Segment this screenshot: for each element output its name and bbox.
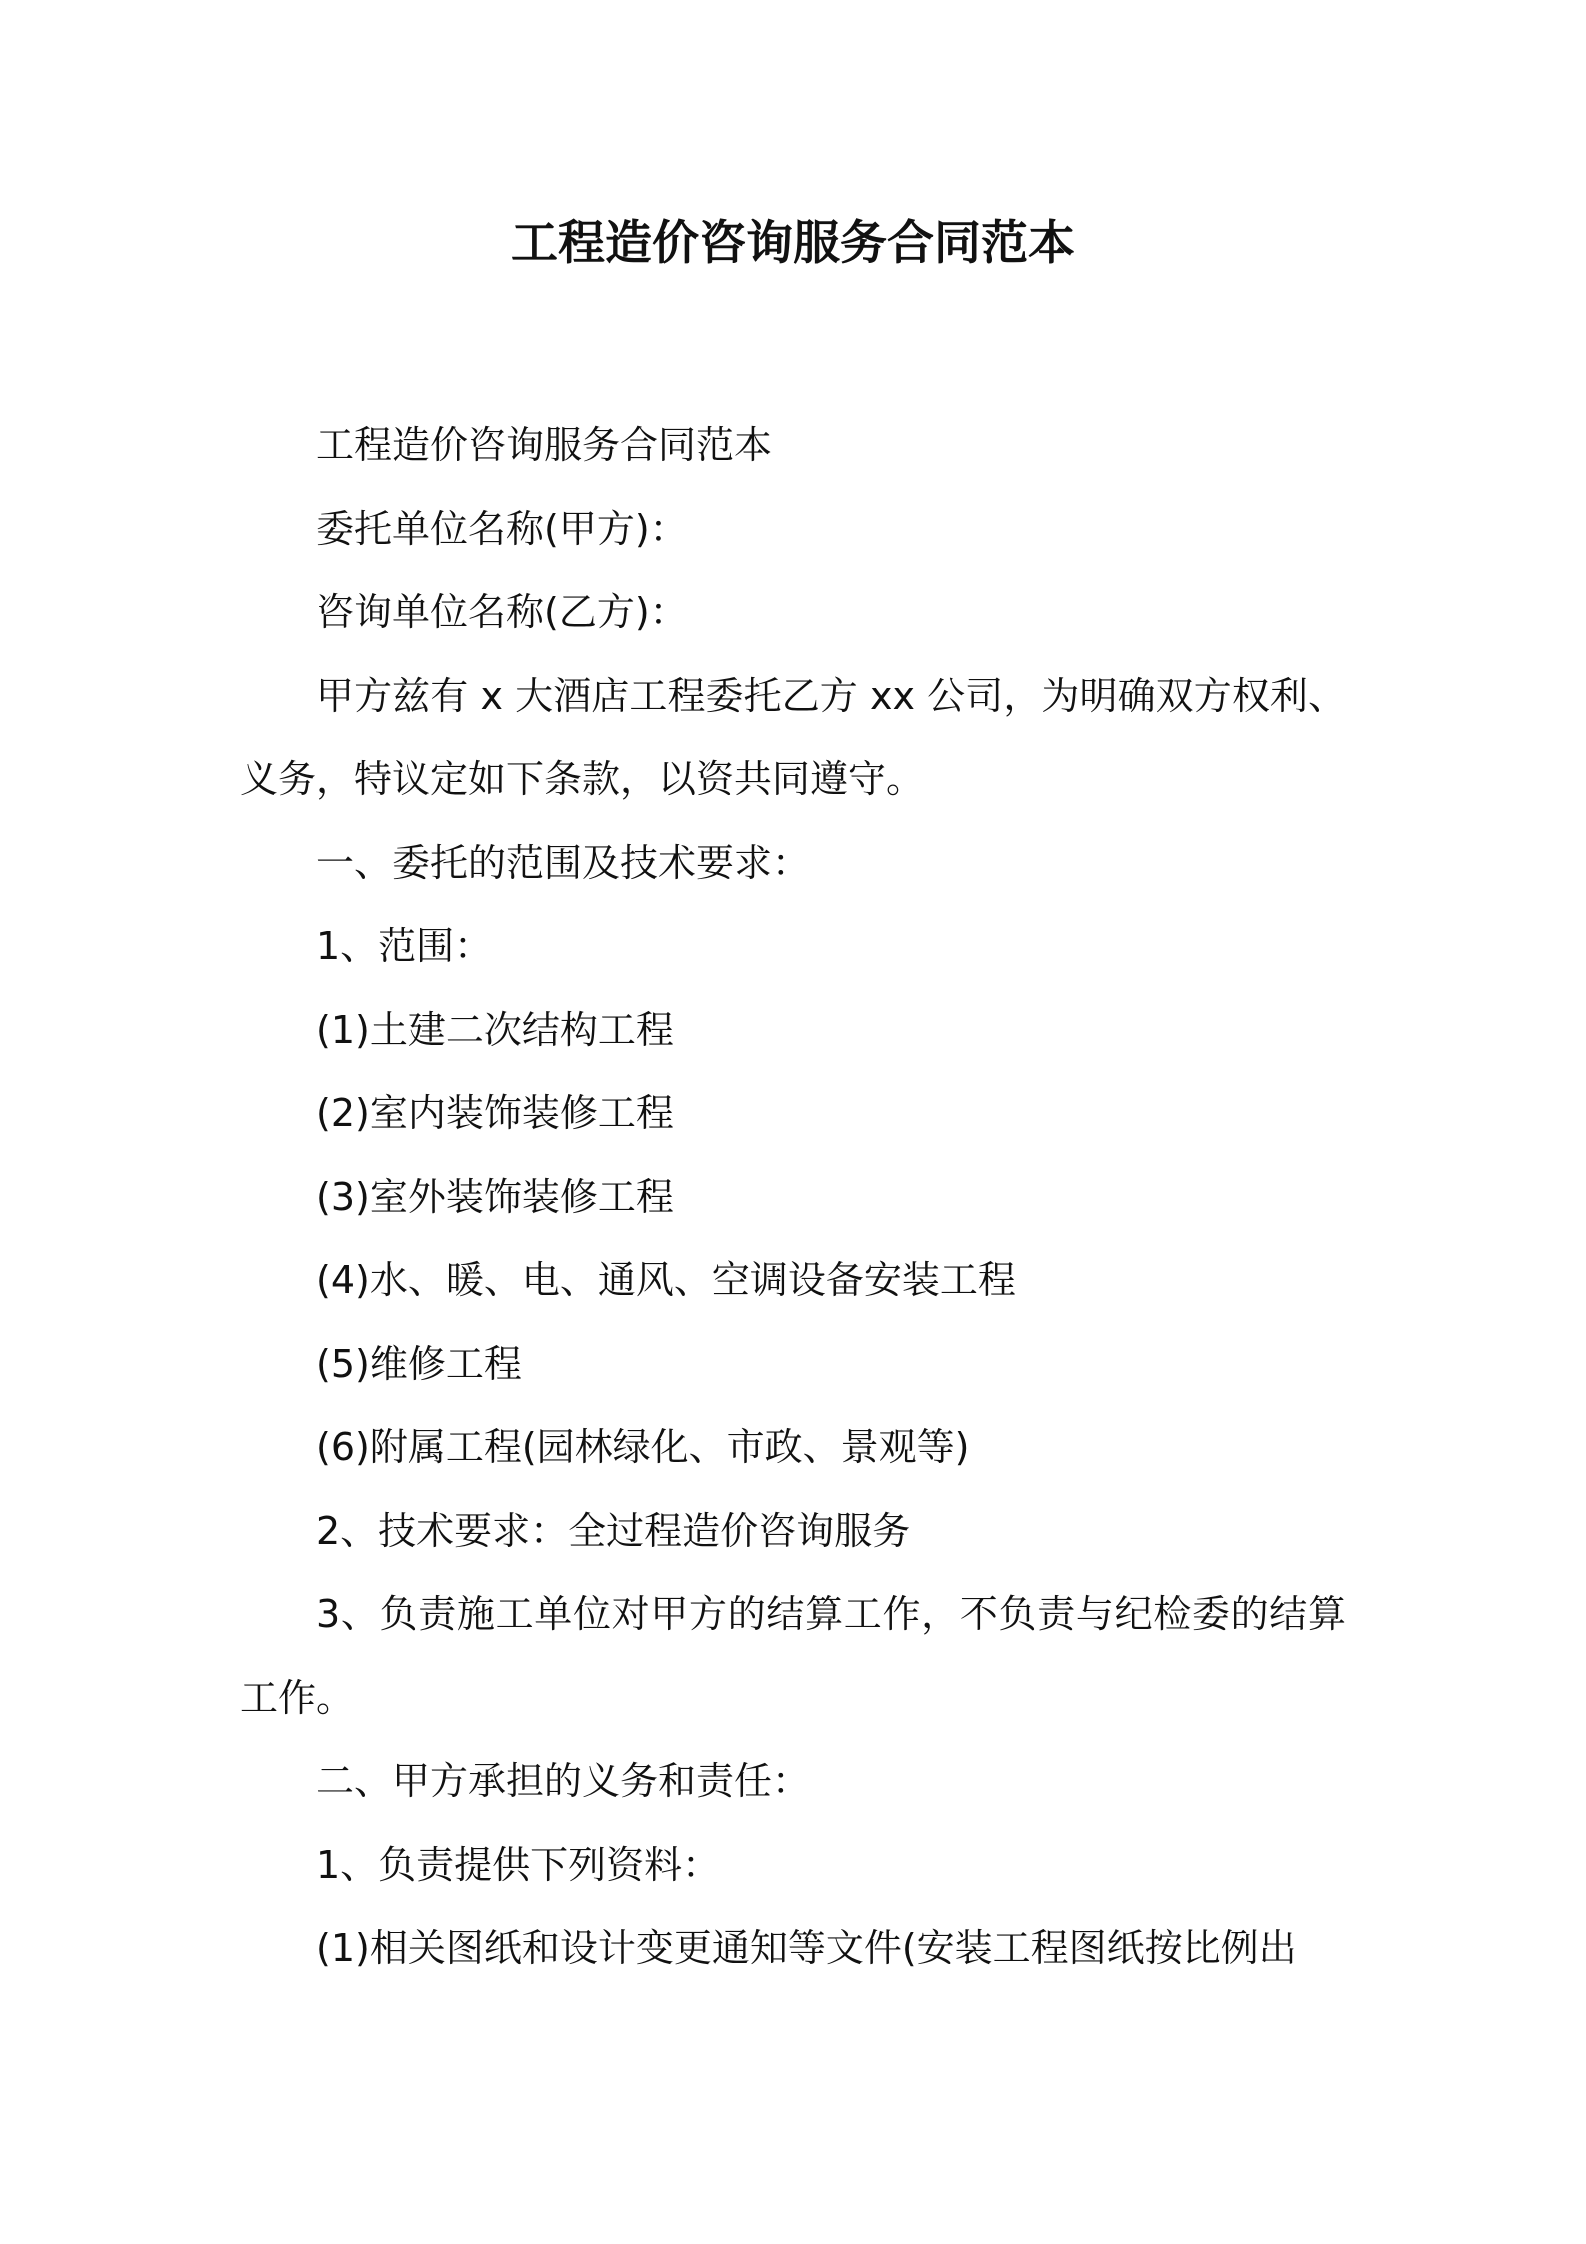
list-item-scope-4: (4)水、暖、电、通风、空调设备安装工程 (316, 1258, 1016, 1302)
list-item-scope-5: (5)维修工程 (316, 1341, 522, 1386)
list-item-scope-2: (2)室内装饰装修工程 (316, 1091, 674, 1135)
paragraph-settlement-scope: 3、负责施工单位对甲方的结算工作，不负责与纪检委的结算工作。 (240, 1592, 1346, 1720)
list-item-materials-1: (1)相关图纸和设计变更通知等文件(安装工程图纸按比例出 (316, 1926, 1297, 1970)
paragraph-scope-label: 1、范围： (316, 924, 493, 968)
paragraph-client-name: 委托单位名称(甲方)： (316, 506, 688, 551)
paragraph-intro: 甲方兹有 x 大酒店工程委托乙方 xx 公司，为明确双方权利、义务，特议定如下条款，以资共同遵守。 (240, 673, 1346, 801)
paragraph-subtitle: 工程造价咨询服务合同范本 (316, 423, 773, 467)
paragraph-materials-label: 1、负责提供下列资料： (316, 1842, 721, 1887)
paragraph-technical-requirements: 2、技术要求：全过程造价咨询服务 (316, 1508, 911, 1553)
section-heading-party-a-duties: 二、甲方承担的义务和责任： (316, 1759, 811, 1803)
list-item-scope-3: (3)室外装饰装修工程 (316, 1174, 674, 1219)
paragraph-consultant-name: 咨询单位名称(乙方)： (316, 590, 688, 634)
section-heading-scope: 一、委托的范围及技术要求： (316, 840, 811, 885)
list-item-scope-6: (6)附属工程(园林绿化、市政、景观等) (316, 1425, 970, 1469)
document-body (240, 404, 1346, 1991)
document-title: 工程造价咨询服务合同范本 (511, 216, 1075, 271)
list-item-scope-1: (1)土建二次结构工程 (316, 1007, 674, 1052)
